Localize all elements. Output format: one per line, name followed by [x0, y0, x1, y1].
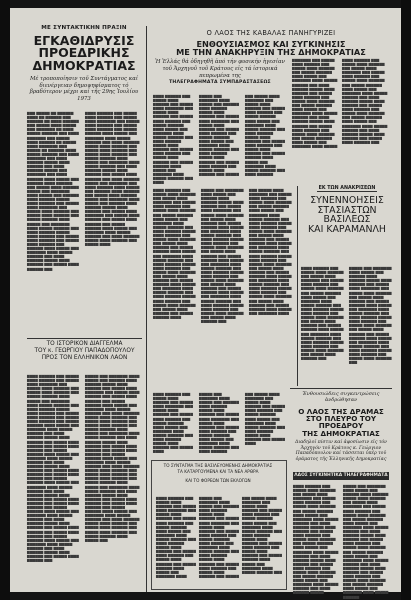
- section-bar: ΛΑΟΣ ΣΥΓΚΙΝΗΤΙΚΑ ΤΗΛΕΓΡΑΦΗΜΑΤΑ: [294, 473, 388, 478]
- box-title: ΤΟ ΣΥΝΤΑΓΜΑ ΤΗΣ ΒΑΣΙΛΕΥΟΜΕΝΗΣ ΔΗΜΟΚΡΑΤΙΑΣ: [163, 463, 273, 468]
- lead-article-header: [27, 26, 141, 121]
- article-column: ▆▆▆▆▆ ▆▆▆ ▆▆▆▆▆▆▆ ▆▆▆▆ ▆▆▆▆▆ ▆▆▆ ▆▆▆▆▆▆ ▆▆▆▆ ▆▆▆▆▆▆ ▆▆▆▆▆ ▆▆▆▆ ▆▆▆▆▆▆ ▆▆▆ ▆▆▆▆▆ ▆▆▆▆ ▆▆▆▆▆▆▆ ▆▆▆ ▆▆▆▆▆ ▆▆▆▆ ▆▆▆▆▆▆ ▆▆▆ ▆▆▆▆▆ ▆▆▆▆ ▆▆▆▆▆▆ ▆▆▆ ▆▆▆▆▆ ▆▆▆▆▆▆ ▆▆▆▆ ▆▆▆▆▆ ▆▆▆ ▆▆▆▆▆▆▆ ▆▆▆▆ ▆▆▆▆▆ ▆▆▆▆▆▆ ▆▆▆ ▆▆▆▆ ▆▆▆▆▆▆ ▆▆▆▆▆ ▆▆▆▆ ▆▆▆▆▆▆ ▆▆▆ ▆▆▆▆▆ ▆▆▆▆ ▆▆▆▆▆▆ ▆▆▆ ▆▆▆▆▆ ▆▆▆▆ ▆▆▆▆▆▆ ▆▆▆ ▆▆▆▆▆ ▆▆▆▆▆▆ ▆▆▆▆ ▆▆▆▆▆ ▆▆▆ ▆▆▆▆▆▆▆ ▆▆▆▆ ▆▆▆▆▆ ▆▆▆▆▆▆ ▆▆▆ ▆▆▆▆ ▆▆▆▆▆▆ ▆▆▆▆▆ ▆▆▆▆ ▆▆▆▆▆▆ ▆▆▆ ▆▆▆▆▆ ▆▆▆▆ ▆▆▆▆▆▆ ▆▆▆ ▆▆▆▆▆ ▆▆▆▆ ▆▆▆▆▆▆ ▆▆▆ ▆▆▆▆▆ ▆▆▆▆▆▆ ▆▆▆▆ ▆▆▆▆▆ ▆▆▆ ▆▆▆▆▆▆▆ ▆▆▆▆ ▆▆▆▆▆ ▆▆▆▆▆▆ ▆▆▆ ▆▆▆▆ ▆▆▆▆▆▆ ▆▆▆▆▆ ▆▆▆▆ ▆▆▆▆▆▆ ▆▆▆ ▆▆▆▆▆ ▆▆▆▆ ▆▆▆▆▆▆ ▆▆▆ ▆▆▆▆▆ ▆▆▆▆ ▆▆▆▆▆▆ ▆▆▆ ▆▆▆▆▆ ▆▆▆▆▆▆ ▆▆▆▆ ▆▆▆▆▆ ▆▆▆ ▆▆▆▆▆▆▆ ▆▆▆▆ ▆▆▆▆▆ ▆▆▆▆▆▆ ▆▆▆ ▆▆▆▆ ▆▆▆▆▆▆ ▆▆▆▆▆ ▆▆▆▆ ▆▆▆▆▆▆ ▆▆▆ ▆▆▆▆▆ ▆▆▆▆ ▆▆▆▆▆▆ ▆▆▆ ▆▆▆▆▆ ▆▆▆▆ ▆▆▆▆▆▆ ▆▆▆ ▆▆▆▆▆ ▆▆▆▆▆▆ ▆▆▆▆ ▆▆▆▆▆ ▆▆▆ ▆▆▆▆▆▆▆ ▆▆▆▆ ▆▆▆▆▆ ▆▆▆▆▆▆ ▆▆▆ ▆▆▆▆ ▆▆▆▆▆▆ ▆▆▆▆▆ ▆▆▆▆ ▆▆▆▆▆▆ ▆▆▆ ▆▆▆▆▆ ▆▆▆▆ ▆▆▆▆▆▆ ▆▆▆ ▆▆▆▆▆ ▆▆▆▆ ▆▆▆▆▆▆ ▆▆▆ ▆▆▆▆▆ ▆▆▆▆▆▆ ▆▆▆▆ ▆▆▆▆▆ ▆▆▆: [85, 374, 140, 542]
- article-column: ▆▆▆▆▆ ▆▆▆ ▆▆▆▆▆▆▆ ▆▆▆▆ ▆▆▆▆▆ ▆▆▆ ▆▆▆▆▆▆ ▆▆▆▆ ▆▆▆▆▆▆ ▆▆▆▆▆ ▆▆▆▆ ▆▆▆▆▆▆ ▆▆▆ ▆▆▆▆▆ ▆▆▆▆ ▆▆▆▆▆▆▆ ▆▆▆ ▆▆▆▆▆ ▆▆▆▆ ▆▆▆▆▆▆ ▆▆▆ ▆▆▆▆▆ ▆▆▆▆ ▆▆▆▆▆▆ ▆▆▆ ▆▆▆▆▆ ▆▆▆▆▆▆ ▆▆▆▆ ▆▆▆▆▆ ▆▆▆ ▆▆▆▆▆▆▆ ▆▆▆▆ ▆▆▆▆▆ ▆▆▆▆▆▆ ▆▆▆ ▆▆▆▆ ▆▆▆▆▆▆ ▆▆▆▆▆ ▆▆▆▆ ▆▆▆▆▆▆ ▆▆▆ ▆▆▆▆▆ ▆▆▆▆ ▆▆▆▆▆▆ ▆▆▆ ▆▆▆▆▆ ▆▆▆▆ ▆▆▆▆▆▆ ▆▆▆ ▆▆▆▆▆: [199, 94, 239, 176]
- headline: ΤΟ ΙΣΤΟΡΙΚΟΝ ΔΙΑΓΓΕΛΜΑ: [46, 341, 123, 347]
- article-column: ▆▆▆▆▆ ▆▆▆ ▆▆▆▆▆▆▆ ▆▆▆▆ ▆▆▆▆▆ ▆▆▆ ▆▆▆▆▆▆ ▆▆▆▆ ▆▆▆▆▆▆ ▆▆▆▆▆ ▆▆▆▆ ▆▆▆▆▆▆ ▆▆▆ ▆▆▆▆▆ ▆▆▆▆ ▆▆▆▆▆▆▆ ▆▆▆ ▆▆▆▆▆ ▆▆▆▆ ▆▆▆▆▆▆ ▆▆▆ ▆▆▆▆▆ ▆▆▆▆ ▆▆▆▆▆▆ ▆▆▆ ▆▆▆▆▆ ▆▆▆▆▆▆ ▆▆▆▆ ▆▆▆▆▆ ▆▆▆ ▆▆▆▆▆▆▆ ▆▆▆▆ ▆▆▆▆▆ ▆▆▆▆▆▆ ▆▆▆ ▆▆▆▆ ▆▆▆▆▆▆: [199, 392, 239, 454]
- article-column: ▆▆▆▆ ▆▆▆▆▆▆ ▆▆▆ ▆▆▆▆▆ ▆▆▆▆ ▆▆▆▆▆▆ ▆▆▆ ▆▆▆▆▆ ▆▆▆▆ ▆▆▆▆▆▆▆ ▆▆▆ ▆▆▆▆▆ ▆▆▆▆ ▆▆▆▆▆▆ ▆▆▆ ▆▆▆▆▆ ▆▆▆▆ ▆▆▆▆▆▆ ▆▆▆ ▆▆▆▆▆ ▆▆▆▆▆▆ ▆▆▆▆ ▆▆▆▆▆ ▆▆▆ ▆▆▆▆▆▆▆ ▆▆▆▆ ▆▆▆▆▆ ▆▆▆▆▆▆ ▆▆▆ ▆▆▆▆ ▆▆▆▆▆▆ ▆▆▆▆▆ ▆▆▆▆ ▆▆▆▆▆▆ ▆▆▆ ▆▆▆▆▆ ▆▆▆▆ ▆▆▆▆▆▆ ▆▆▆ ▆▆▆▆▆ ▆▆▆▆ ▆▆▆▆▆▆ ▆▆▆ ▆▆▆▆▆ ▆▆▆▆▆▆ ▆▆▆▆ ▆▆▆▆▆ ▆▆▆ ▆▆▆▆▆▆▆ ▆▆▆▆ ▆▆▆▆▆ ▆▆▆▆▆▆ ▆▆▆ ▆▆▆▆ ▆▆▆▆▆▆ ▆▆▆▆▆ ▆▆▆▆ ▆▆▆▆▆▆ ▆▆▆ ▆▆▆▆▆ ▆▆▆▆ ▆▆▆▆▆▆ ▆▆▆: [342, 58, 388, 144]
- section-bar: ΤΗΛΕΓΡΑΦΗΜΑΤΑ ΣΥΜΠΑΡΑΣΤΑΣΕΩΣ: [169, 80, 271, 86]
- article-column: ▆▆▆▆ ▆▆▆▆▆▆ ▆▆▆ ▆▆▆▆▆ ▆▆▆▆ ▆▆▆▆▆▆ ▆▆▆ ▆▆▆▆▆ ▆▆▆▆ ▆▆▆▆▆▆▆ ▆▆▆ ▆▆▆▆▆ ▆▆▆▆ ▆▆▆▆▆▆ ▆▆▆ ▆▆▆▆▆ ▆▆▆▆ ▆▆▆▆▆▆ ▆▆▆ ▆▆▆▆▆ ▆▆▆▆▆▆ ▆▆▆▆ ▆▆▆▆▆ ▆▆▆ ▆▆▆▆▆▆▆ ▆▆▆▆ ▆▆▆▆▆ ▆▆▆▆▆▆ ▆▆▆ ▆▆▆▆ ▆▆▆▆▆▆ ▆▆▆▆▆ ▆▆▆▆ ▆▆▆▆▆▆ ▆▆▆ ▆▆▆▆▆ ▆▆▆▆ ▆▆▆▆▆▆ ▆▆▆ ▆▆▆▆▆ ▆▆▆▆ ▆▆▆▆▆▆ ▆▆▆ ▆▆▆▆▆ ▆▆▆▆▆▆ ▆▆▆▆ ▆▆▆▆▆ ▆▆▆ ▆▆▆▆▆▆▆ ▆▆▆▆ ▆▆▆▆▆ ▆▆▆▆▆▆ ▆▆▆ ▆▆▆▆: [153, 94, 193, 184]
- article-column: ▆▆▆▆▆ ▆▆▆ ▆▆▆▆▆▆▆ ▆▆▆▆ ▆▆▆▆▆ ▆▆▆ ▆▆▆▆▆▆ ▆▆▆▆ ▆▆▆▆▆▆ ▆▆▆▆▆ ▆▆▆▆ ▆▆▆▆▆▆ ▆▆▆ ▆▆▆▆▆ ▆▆▆▆ ▆▆▆▆▆▆▆ ▆▆▆ ▆▆▆▆▆ ▆▆▆▆ ▆▆▆▆▆▆ ▆▆▆ ▆▆▆▆▆ ▆▆▆▆ ▆▆▆▆▆▆ ▆▆▆ ▆▆▆▆▆ ▆▆▆▆▆▆ ▆▆▆▆ ▆▆▆▆▆ ▆▆▆ ▆▆▆▆▆▆▆ ▆▆▆▆ ▆▆▆▆▆ ▆▆▆▆▆▆ ▆▆▆ ▆▆▆▆ ▆▆▆▆▆▆ ▆▆▆▆▆ ▆▆▆▆ ▆▆▆▆▆▆ ▆▆▆ ▆▆▆▆▆ ▆▆▆▆ ▆▆▆▆▆▆ ▆▆▆ ▆▆▆▆▆ ▆▆▆▆ ▆▆▆▆▆▆ ▆▆▆ ▆▆▆▆▆ ▆▆▆▆▆▆ ▆▆▆▆ ▆▆▆▆▆ ▆▆▆ ▆▆▆▆▆▆▆ ▆▆▆▆ ▆▆▆▆▆ ▆▆▆▆▆▆ ▆▆▆ ▆▆▆▆ ▆▆▆▆▆▆ ▆▆▆▆▆ ▆▆▆▆ ▆▆▆▆▆▆ ▆▆▆ ▆▆▆▆▆ ▆▆▆▆ ▆▆▆▆▆▆ ▆▆▆ ▆▆▆▆▆ ▆▆▆▆ ▆▆▆▆▆▆ ▆▆▆ ▆▆▆▆▆ ▆▆▆▆▆▆ ▆▆▆▆ ▆▆▆▆▆ ▆▆▆ ▆▆▆▆▆▆▆ ▆▆▆▆ ▆▆▆▆▆ ▆▆▆▆▆▆ ▆▆▆ ▆▆▆▆ ▆▆▆▆▆▆ ▆▆▆▆▆ ▆▆▆▆ ▆▆▆▆▆▆ ▆▆▆ ▆▆▆▆▆ ▆▆▆▆ ▆▆▆▆▆▆ ▆▆▆ ▆▆▆▆▆ ▆▆▆▆ ▆▆▆▆▆▆ ▆▆▆: [201, 188, 244, 323]
- page-edge-right: [401, 0, 411, 600]
- headline: ΜΕ ΤΗΝ ΑΝΑΚΗΡΥΞΙΝ ΤΗΣ ΔΗΜΟΚΡΑΤΙΑΣ: [176, 47, 366, 58]
- kavala-subtitle-block: [153, 58, 287, 98]
- headline: ΒΑΣΙΛΕΩΣ: [323, 214, 371, 226]
- article-column: ▆▆▆▆ ▆▆▆▆▆▆ ▆▆▆ ▆▆▆▆▆ ▆▆▆▆ ▆▆▆▆▆▆ ▆▆▆ ▆▆▆▆▆ ▆▆▆▆ ▆▆▆▆▆▆▆ ▆▆▆ ▆▆▆▆▆ ▆▆▆▆ ▆▆▆▆▆▆ ▆▆▆ ▆▆▆▆▆ ▆▆▆▆ ▆▆▆▆▆▆ ▆▆▆ ▆▆▆▆▆ ▆▆▆▆▆▆ ▆▆▆▆ ▆▆▆▆▆ ▆▆▆ ▆▆▆▆▆▆▆ ▆▆▆▆ ▆▆▆▆▆ ▆▆▆▆▆▆ ▆▆▆ ▆▆▆▆ ▆▆▆▆▆▆ ▆▆▆▆▆ ▆▆▆▆ ▆▆▆▆▆▆ ▆▆▆ ▆▆▆▆▆ ▆▆▆▆: [153, 392, 193, 454]
- message-article-header: [27, 342, 142, 372]
- box-title: ΚΑΙ ΤΟ ΦΟΡΕΩΝ ΤΩΝ ΕΚΛΟΓΩΝ: [185, 477, 251, 483]
- article-column: ▆▆▆▆ ▆▆▆▆▆▆ ▆▆▆ ▆▆▆▆▆ ▆▆▆▆ ▆▆▆▆▆▆ ▆▆▆ ▆▆▆▆▆ ▆▆▆▆ ▆▆▆▆▆▆▆ ▆▆▆ ▆▆▆▆▆ ▆▆▆▆ ▆▆▆▆▆▆ ▆▆▆ ▆▆▆▆▆ ▆▆▆▆ ▆▆▆▆▆▆ ▆▆▆ ▆▆▆▆▆ ▆▆▆▆▆▆ ▆▆▆▆ ▆▆▆▆▆ ▆▆▆ ▆▆▆▆▆▆▆ ▆▆▆▆ ▆▆▆▆▆ ▆▆▆▆▆▆ ▆▆▆ ▆▆▆▆ ▆▆▆▆▆▆ ▆▆▆▆▆ ▆▆▆▆ ▆▆▆▆▆▆ ▆▆▆ ▆▆▆▆▆ ▆▆▆▆ ▆▆▆▆▆▆ ▆▆▆ ▆▆▆▆▆ ▆▆▆▆ ▆▆▆▆▆▆ ▆▆▆ ▆▆▆▆▆ ▆▆▆▆▆▆ ▆▆▆▆ ▆▆▆▆▆ ▆▆▆ ▆▆▆▆▆▆▆ ▆▆▆▆ ▆▆▆▆▆ ▆▆▆▆▆▆ ▆▆▆ ▆▆▆▆ ▆▆▆▆▆▆ ▆▆▆▆▆ ▆▆▆▆ ▆▆▆▆▆▆ ▆▆▆ ▆▆▆▆▆ ▆▆▆▆ ▆▆▆▆▆▆ ▆▆▆ ▆▆▆▆▆ ▆▆▆▆ ▆▆▆▆▆▆ ▆▆▆ ▆▆▆▆▆ ▆▆▆▆▆▆ ▆▆▆▆ ▆▆▆▆▆ ▆▆▆ ▆▆▆▆▆▆▆ ▆▆▆▆ ▆▆▆▆▆ ▆▆▆▆▆▆ ▆▆▆ ▆▆▆▆ ▆▆▆▆▆▆ ▆▆▆▆▆ ▆▆▆▆ ▆▆▆▆▆▆ ▆▆▆ ▆▆▆▆▆ ▆▆▆▆ ▆▆▆▆▆▆ ▆▆▆ ▆▆▆▆▆ ▆▆▆▆ ▆▆▆▆▆▆ ▆▆▆ ▆▆▆▆▆ ▆▆▆▆▆▆ ▆▆▆▆: [153, 188, 196, 319]
- headline: ΔΗΜΟΚΡΑΤΙΑΣ: [32, 58, 136, 74]
- headline: ΤΟΥ κ. ΓΕΩΡΓΙΟΥ ΠΑΠΑΔΟΠΟΥΛΟΥ: [34, 347, 135, 354]
- drama-article-header: [290, 391, 392, 471]
- headline: ΤΗΣ ΔΗΜΟΚΡΑΤΙΑΣ: [302, 428, 380, 438]
- article-column: ▆▆▆ ▆▆▆▆▆ ▆▆▆▆ ▆▆▆▆▆▆▆ ▆▆▆ ▆▆▆▆▆ ▆▆▆▆ ▆▆▆▆▆▆ ▆▆▆ ▆▆▆▆▆ ▆▆▆▆ ▆▆▆▆▆▆ ▆▆▆ ▆▆▆▆▆ ▆▆▆▆▆▆ ▆▆▆▆ ▆▆▆▆▆ ▆▆▆ ▆▆▆▆▆▆▆ ▆▆▆▆ ▆▆▆▆▆ ▆▆▆▆▆▆ ▆▆▆ ▆▆▆▆ ▆▆▆▆▆▆ ▆▆▆▆▆ ▆▆▆▆ ▆▆▆▆▆▆ ▆▆▆ ▆▆▆▆▆ ▆▆▆▆ ▆▆▆▆▆▆ ▆▆▆ ▆▆▆▆▆ ▆▆▆▆ ▆▆▆▆▆▆ ▆▆▆ ▆▆▆▆▆ ▆▆▆▆▆▆ ▆▆▆▆ ▆▆▆▆▆ ▆▆▆ ▆▆▆▆▆▆▆ ▆▆▆▆ ▆▆▆▆▆ ▆▆▆▆▆▆ ▆▆▆ ▆▆▆▆ ▆▆▆▆▆▆ ▆▆▆▆▆ ▆▆▆▆ ▆▆▆▆▆▆ ▆▆▆ ▆▆▆▆▆ ▆▆▆▆ ▆▆▆▆▆▆ ▆▆▆ ▆▆▆▆▆ ▆▆▆▆ ▆▆▆▆▆▆ ▆▆▆ ▆▆▆▆▆ ▆▆▆▆▆▆ ▆▆▆▆ ▆▆▆▆▆ ▆▆▆ ▆▆▆▆▆▆▆ ▆▆▆▆ ▆▆▆▆▆ ▆▆▆▆▆▆ ▆▆▆ ▆▆▆▆ ▆▆▆▆▆▆ ▆▆▆▆▆ ▆▆▆▆ ▆▆▆▆▆▆ ▆▆▆ ▆▆▆▆▆ ▆▆▆▆ ▆▆▆▆▆▆ ▆▆▆ ▆▆▆▆▆ ▆▆▆▆ ▆▆▆▆▆▆ ▆▆▆ ▆▆▆▆▆ ▆▆▆▆▆▆ ▆▆▆▆ ▆▆▆▆▆ ▆▆▆ ▆▆▆▆▆▆▆ ▆▆▆▆: [249, 188, 292, 315]
- article-column: ▆▆▆▆▆ ▆▆▆ ▆▆▆▆▆▆▆ ▆▆▆▆ ▆▆▆▆▆ ▆▆▆ ▆▆▆▆▆▆ ▆▆▆▆ ▆▆▆▆▆▆ ▆▆▆▆▆ ▆▆▆▆ ▆▆▆▆▆▆ ▆▆▆ ▆▆▆▆▆ ▆▆▆▆ ▆▆▆▆▆▆▆ ▆▆▆ ▆▆▆▆▆ ▆▆▆▆ ▆▆▆▆▆▆ ▆▆▆ ▆▆▆▆▆ ▆▆▆▆ ▆▆▆▆▆▆ ▆▆▆ ▆▆▆▆▆ ▆▆▆▆▆▆ ▆▆▆▆ ▆▆▆▆▆ ▆▆▆ ▆▆▆▆▆▆▆ ▆▆▆▆ ▆▆▆▆▆ ▆▆▆▆▆▆ ▆▆▆ ▆▆▆▆ ▆▆▆▆▆▆ ▆▆▆▆▆ ▆▆▆▆ ▆▆▆▆▆▆ ▆▆▆ ▆▆▆▆▆ ▆▆▆▆ ▆▆▆▆▆▆ ▆▆▆ ▆▆▆▆▆ ▆▆▆▆ ▆▆▆▆▆▆ ▆▆▆ ▆▆▆▆▆ ▆▆▆▆▆▆ ▆▆▆▆ ▆▆▆▆▆ ▆▆▆ ▆▆▆▆▆▆▆ ▆▆▆▆ ▆▆▆▆▆ ▆▆▆▆▆▆ ▆▆▆ ▆▆▆▆ ▆▆▆▆▆▆ ▆▆▆▆▆ ▆▆▆▆ ▆▆▆▆▆▆ ▆▆▆ ▆▆▆▆▆ ▆▆▆▆ ▆▆▆▆▆▆ ▆▆▆: [349, 266, 392, 365]
- subtitle: Ἡ Ἑλλάς θά ὁδηγηθῆ ἀπό τήν φυσικήν ἡγεσίαν τοῦ Ἀρχηγοῦ τοῦ Κράτους εἰς τά ἱστορικά πεπρωμένα της: [155, 59, 285, 79]
- article-column: ▆▆▆ ▆▆▆▆▆ ▆▆▆▆ ▆▆▆▆▆▆▆ ▆▆▆ ▆▆▆▆▆ ▆▆▆▆ ▆▆▆▆▆▆ ▆▆▆ ▆▆▆▆▆ ▆▆▆▆ ▆▆▆▆▆▆ ▆▆▆ ▆▆▆▆▆ ▆▆▆▆▆▆ ▆▆▆▆ ▆▆▆▆▆ ▆▆▆ ▆▆▆▆▆▆▆ ▆▆▆▆ ▆▆▆▆▆ ▆▆▆▆▆▆ ▆▆▆ ▆▆▆▆ ▆▆▆▆▆▆ ▆▆▆▆▆ ▆▆▆▆ ▆▆▆▆▆▆ ▆▆▆ ▆▆▆▆▆ ▆▆▆▆: [245, 392, 285, 446]
- page-edge-left: [0, 0, 10, 600]
- column-rule: [297, 186, 298, 386]
- article-column: ▆▆▆▆▆ ▆▆▆ ▆▆▆▆▆▆▆ ▆▆▆▆ ▆▆▆▆▆ ▆▆▆ ▆▆▆▆▆▆ ▆▆▆▆ ▆▆▆▆▆▆ ▆▆▆▆▆ ▆▆▆▆ ▆▆▆▆▆▆ ▆▆▆ ▆▆▆▆▆ ▆▆▆▆ ▆▆▆▆▆▆▆ ▆▆▆ ▆▆▆▆▆ ▆▆▆▆ ▆▆▆▆▆▆ ▆▆▆ ▆▆▆▆▆ ▆▆▆▆ ▆▆▆▆▆▆ ▆▆▆ ▆▆▆▆▆ ▆▆▆▆▆▆ ▆▆▆▆ ▆▆▆▆▆ ▆▆▆ ▆▆▆▆▆▆▆ ▆▆▆▆ ▆▆▆▆▆ ▆▆▆▆▆▆ ▆▆▆ ▆▆▆▆ ▆▆▆▆▆▆ ▆▆▆▆▆ ▆▆▆▆ ▆▆▆▆▆▆ ▆▆▆ ▆▆▆▆▆ ▆▆▆▆ ▆▆▆▆▆▆ ▆▆▆ ▆▆▆▆▆ ▆▆▆▆ ▆▆▆▆▆▆ ▆▆▆ ▆▆▆▆▆: [199, 496, 239, 578]
- article-column: ▆▆▆ ▆▆▆▆▆ ▆▆▆▆ ▆▆▆▆▆▆▆ ▆▆▆ ▆▆▆▆▆ ▆▆▆▆ ▆▆▆▆▆▆ ▆▆▆ ▆▆▆▆▆ ▆▆▆▆ ▆▆▆▆▆▆ ▆▆▆ ▆▆▆▆▆ ▆▆▆▆▆▆ ▆▆▆▆ ▆▆▆▆▆ ▆▆▆ ▆▆▆▆▆▆▆ ▆▆▆▆ ▆▆▆▆▆ ▆▆▆▆▆▆ ▆▆▆ ▆▆▆▆ ▆▆▆▆▆▆ ▆▆▆▆▆ ▆▆▆▆ ▆▆▆▆▆▆ ▆▆▆ ▆▆▆▆▆ ▆▆▆▆ ▆▆▆▆▆▆ ▆▆▆ ▆▆▆▆▆ ▆▆▆▆ ▆▆▆▆▆▆ ▆▆▆ ▆▆▆▆▆ ▆▆▆▆▆▆ ▆▆▆▆ ▆▆▆▆▆ ▆▆▆ ▆▆▆▆▆▆▆ ▆▆▆▆ ▆▆▆▆▆ ▆▆▆▆▆▆ ▆▆▆ ▆▆▆▆ ▆▆▆▆▆▆: [245, 94, 285, 176]
- box-title: ΤΑ ΚΑΤΑΡΓΟΥΜΕΝΑ ΚΑΙ ΤΑ ΝΕΑ ΑΡΘΡΑ: [177, 469, 259, 475]
- article-column: ▆▆▆▆ ▆▆▆▆▆▆ ▆▆▆ ▆▆▆▆▆ ▆▆▆▆ ▆▆▆▆▆▆ ▆▆▆ ▆▆▆▆▆ ▆▆▆▆ ▆▆▆▆▆▆▆ ▆▆▆ ▆▆▆▆▆ ▆▆▆▆ ▆▆▆▆▆▆ ▆▆▆ ▆▆▆▆▆ ▆▆▆▆ ▆▆▆▆▆▆ ▆▆▆ ▆▆▆▆▆ ▆▆▆▆▆▆ ▆▆▆▆ ▆▆▆▆▆ ▆▆▆ ▆▆▆▆▆▆▆ ▆▆▆▆ ▆▆▆▆▆ ▆▆▆▆▆▆ ▆▆▆ ▆▆▆▆ ▆▆▆▆▆▆ ▆▆▆▆▆ ▆▆▆▆ ▆▆▆▆▆▆ ▆▆▆ ▆▆▆▆▆ ▆▆▆▆ ▆▆▆▆▆▆ ▆▆▆ ▆▆▆▆▆ ▆▆▆▆ ▆▆▆▆▆▆ ▆▆▆ ▆▆▆▆▆ ▆▆▆▆▆▆ ▆▆▆▆ ▆▆▆▆▆ ▆▆▆ ▆▆▆▆▆▆▆ ▆▆▆▆ ▆▆▆▆▆ ▆▆▆▆▆▆ ▆▆▆ ▆▆▆▆ ▆▆▆▆▆▆ ▆▆▆▆▆ ▆▆▆▆ ▆▆▆▆▆▆ ▆▆▆ ▆▆▆▆▆ ▆▆▆▆ ▆▆▆▆▆▆ ▆▆▆ ▆▆▆▆ ▆▆▆▆▆▆ ▆▆▆▆▆ ▆▆▆ ▆▆▆▆▆▆▆ ▆▆▆ ▆▆▆▆ ▆▆▆▆▆▆ ▆▆▆▆ ▆▆▆▆▆ ▆▆▆ ▆▆▆▆▆▆ ▆▆▆▆ ▆▆▆▆▆▆ ▆▆▆ ▆▆▆▆▆ ▆▆▆▆ ▆▆▆▆▆▆ ▆▆▆▆▆ ▆▆▆ ▆▆▆▆▆▆▆ ▆▆▆▆ ▆▆▆▆▆ ▆▆▆ ▆▆▆▆▆▆ ▆▆▆▆ ▆▆▆▆▆▆ ▆▆▆▆▆ ▆▆▆▆ ▆▆▆▆▆▆ ▆▆▆ ▆▆▆▆▆ ▆▆▆▆ ▆▆▆▆▆▆▆ ▆▆▆ ▆▆▆▆▆ ▆▆▆▆ ▆▆▆▆▆▆ ▆▆▆ ▆▆▆▆▆ ▆▆▆▆ ▆▆▆▆▆▆ ▆▆▆ ▆▆▆▆▆ ▆▆▆▆▆▆ ▆▆▆▆ ▆▆▆▆▆ ▆▆▆ ▆▆▆▆▆▆▆ ▆▆▆▆ ▆▆▆▆▆ ▆▆▆▆▆▆ ▆▆▆ ▆▆▆▆ ▆▆▆▆▆▆ ▆▆▆▆▆ ▆▆▆▆ ▆▆▆▆▆▆ ▆▆▆ ▆▆▆▆▆ ▆▆▆▆: [85, 111, 140, 246]
- headline: ΕΝΘΟΥΣΙΑΣΜΟΣ ΚΑΙ ΣΥΓΚΙΝΗΣΙΣ: [196, 38, 346, 49]
- note: Ἐνθουσιώδεις συγκεντρώσεις ἀνδρώθησαν: [302, 391, 380, 404]
- article-column: ▆▆▆▆▆ ▆▆▆ ▆▆▆▆▆▆▆ ▆▆▆▆ ▆▆▆▆▆ ▆▆▆ ▆▆▆▆▆▆ ▆▆▆▆ ▆▆▆▆▆▆ ▆▆▆▆▆ ▆▆▆▆ ▆▆▆▆▆▆ ▆▆▆ ▆▆▆▆▆ ▆▆▆▆ ▆▆▆▆▆▆▆ ▆▆▆ ▆▆▆▆▆ ▆▆▆▆ ▆▆▆▆▆▆ ▆▆▆ ▆▆▆▆▆ ▆▆▆▆ ▆▆▆▆▆▆ ▆▆▆ ▆▆▆▆▆ ▆▆▆▆▆▆ ▆▆▆▆ ▆▆▆▆▆ ▆▆▆ ▆▆▆▆▆▆▆ ▆▆▆▆ ▆▆▆▆▆ ▆▆▆▆▆▆ ▆▆▆ ▆▆▆▆ ▆▆▆▆▆▆ ▆▆▆▆▆ ▆▆▆▆ ▆▆▆▆▆▆ ▆▆▆ ▆▆▆▆▆ ▆▆▆▆ ▆▆▆▆▆▆ ▆▆▆ ▆▆▆▆▆ ▆▆▆▆ ▆▆▆▆▆▆ ▆▆▆ ▆▆▆▆▆ ▆▆▆▆▆▆ ▆▆▆▆ ▆▆▆▆▆ ▆▆▆ ▆▆▆▆▆▆▆ ▆▆▆▆ ▆▆▆▆▆ ▆▆▆▆▆▆ ▆▆▆ ▆▆▆▆ ▆▆▆▆▆▆ ▆▆▆▆▆ ▆▆▆▆ ▆▆▆▆▆▆ ▆▆▆ ▆▆▆▆▆ ▆▆▆▆ ▆▆▆▆▆▆ ▆▆▆ ▆▆▆▆▆ ▆▆▆▆ ▆▆▆▆▆▆ ▆▆▆ ▆▆▆▆▆ ▆▆▆▆▆▆ ▆▆▆▆ ▆▆▆▆▆ ▆▆▆ ▆▆▆▆▆▆▆ ▆▆▆▆ ▆▆▆▆▆ ▆▆▆▆▆▆: [343, 484, 389, 599]
- section-rule: [27, 338, 142, 339]
- kicker: Ο ΛΑΟΣ ΤΗΣ ΚΑΒΑΛΑΣ ΠΑΝΗΓΥΡΙΖΕΙ: [206, 29, 336, 37]
- newspaper-page: [10, 8, 401, 599]
- kicker: ΕΚ ΤΩΝ ΑΝΑΚΡΙΣΕΩΝ: [318, 186, 376, 191]
- article-column: ▆▆▆▆ ▆▆▆▆▆▆ ▆▆▆ ▆▆▆▆▆ ▆▆▆▆ ▆▆▆▆▆▆ ▆▆▆ ▆▆▆▆▆ ▆▆▆▆ ▆▆▆▆▆▆▆ ▆▆▆ ▆▆▆▆▆ ▆▆▆▆ ▆▆▆▆▆▆ ▆▆▆ ▆▆▆▆▆ ▆▆▆▆ ▆▆▆▆▆▆ ▆▆▆ ▆▆▆▆▆ ▆▆▆▆▆▆ ▆▆▆▆ ▆▆▆▆▆ ▆▆▆ ▆▆▆▆▆▆▆ ▆▆▆▆ ▆▆▆▆▆ ▆▆▆▆▆▆ ▆▆▆ ▆▆▆▆ ▆▆▆▆▆▆ ▆▆▆▆▆ ▆▆▆▆ ▆▆▆▆▆▆ ▆▆▆ ▆▆▆▆▆ ▆▆▆▆ ▆▆▆▆▆▆ ▆▆▆ ▆▆▆▆▆ ▆▆▆▆ ▆▆▆▆▆▆ ▆▆▆ ▆▆▆▆▆ ▆▆▆▆▆▆ ▆▆▆▆ ▆▆▆▆▆ ▆▆▆ ▆▆▆▆▆▆▆ ▆▆▆▆ ▆▆▆▆▆ ▆▆▆▆▆▆ ▆▆▆ ▆▆▆▆ ▆▆▆▆▆▆ ▆▆▆▆▆ ▆▆▆▆ ▆▆▆▆▆▆ ▆▆▆ ▆▆▆▆▆ ▆▆▆▆ ▆▆▆▆▆▆ ▆▆▆ ▆▆▆▆▆ ▆▆▆▆ ▆▆▆▆▆▆ ▆▆▆ ▆▆▆▆▆ ▆▆▆▆▆▆ ▆▆▆▆ ▆▆▆▆▆ ▆▆▆ ▆▆▆▆▆▆▆ ▆▆▆▆ ▆▆▆▆▆ ▆▆▆▆▆▆ ▆▆▆ ▆▆▆▆ ▆▆▆▆▆▆ ▆▆▆▆▆ ▆▆▆▆ ▆▆▆▆▆▆ ▆▆▆ ▆▆▆▆▆ ▆▆▆▆ ▆▆▆▆▆▆ ▆▆▆ ▆▆▆▆▆ ▆▆▆▆ ▆▆▆▆▆▆ ▆▆▆ ▆▆▆▆▆ ▆▆▆▆▆▆ ▆▆▆▆ ▆▆▆▆▆ ▆▆▆ ▆▆▆▆▆▆▆ ▆▆▆▆ ▆▆▆▆▆ ▆▆▆▆▆▆ ▆▆▆ ▆▆▆▆ ▆▆▆▆▆▆ ▆▆▆▆▆ ▆▆▆▆ ▆▆▆▆▆▆ ▆▆▆ ▆▆▆▆▆ ▆▆▆▆ ▆▆▆▆▆▆ ▆▆▆ ▆▆▆▆▆ ▆▆▆▆ ▆▆▆▆▆▆ ▆▆▆ ▆▆▆▆▆ ▆▆▆▆▆▆ ▆▆▆▆ ▆▆▆▆▆ ▆▆▆ ▆▆▆▆▆▆▆ ▆▆▆▆ ▆▆▆▆▆ ▆▆▆▆▆▆ ▆▆▆ ▆▆▆▆ ▆▆▆▆▆▆ ▆▆▆▆▆ ▆▆▆▆ ▆▆▆▆▆▆ ▆▆▆ ▆▆▆▆▆ ▆▆▆▆ ▆▆▆▆▆▆ ▆▆▆ ▆▆▆▆▆ ▆▆▆▆ ▆▆▆▆▆▆ ▆▆▆ ▆▆▆▆▆ ▆▆▆▆▆▆ ▆▆▆▆ ▆▆▆▆▆ ▆▆▆ ▆▆▆▆▆▆▆ ▆▆▆▆ ▆▆▆▆▆ ▆▆▆▆▆▆ ▆▆▆ ▆▆▆▆ ▆▆▆▆▆▆ ▆▆▆▆▆ ▆▆▆▆ ▆▆▆▆▆▆ ▆▆▆ ▆▆▆▆▆ ▆▆▆▆ ▆▆▆▆▆▆ ▆▆▆: [27, 374, 79, 563]
- section-rule: [290, 388, 392, 389]
- subtitle: Διαδηλοῖ πίστιν καί ἀφοσίωσιν εἰς τόν Ἀρχηγόν τοῦ Κράτους κ. Γεώργιον Παπαδόπουλον καί τάσσεται ὑπέρ τοῦ ὁράματος τῆς Ἑλληνικῆς Δημοκρατίας: [295, 439, 387, 463]
- headline: ΠΡΟΣ ΤΟΝ ΕΛΛΗΝΙΚΟΝ ΛΑΟΝ: [41, 354, 128, 361]
- headline: ΠΡΟΕΔΡΙΚΗΣ: [38, 45, 130, 61]
- headline: ΕΓΚΑΘΙΔΡΥΣΙΣ: [33, 32, 135, 48]
- headline: ΣΤΟ ΠΛΕΥΡΟ ΤΟΥ ΠΡΟΕΔΡΟΥ: [305, 413, 377, 431]
- article-column: ▆▆▆▆ ▆▆▆▆▆▆ ▆▆▆ ▆▆▆▆▆ ▆▆▆▆ ▆▆▆▆▆▆ ▆▆▆ ▆▆▆▆▆ ▆▆▆▆ ▆▆▆▆▆▆▆ ▆▆▆ ▆▆▆▆▆ ▆▆▆▆ ▆▆▆▆▆▆ ▆▆▆ ▆▆▆▆▆ ▆▆▆▆ ▆▆▆▆▆▆ ▆▆▆ ▆▆▆▆▆ ▆▆▆▆▆▆ ▆▆▆▆ ▆▆▆▆▆ ▆▆▆ ▆▆▆▆▆▆▆ ▆▆▆▆ ▆▆▆▆▆ ▆▆▆▆▆▆ ▆▆▆ ▆▆▆▆ ▆▆▆▆▆▆ ▆▆▆▆▆ ▆▆▆▆ ▆▆▆▆▆▆ ▆▆▆ ▆▆▆▆▆ ▆▆▆▆ ▆▆▆▆▆▆ ▆▆▆ ▆▆▆▆▆ ▆▆▆▆ ▆▆▆▆▆▆ ▆▆▆ ▆▆▆▆▆ ▆▆▆▆▆▆ ▆▆▆▆ ▆▆▆▆▆ ▆▆▆ ▆▆▆▆▆▆▆ ▆▆▆▆ ▆▆▆▆▆ ▆▆▆▆▆▆ ▆▆▆ ▆▆▆▆ ▆▆▆▆▆▆ ▆▆▆▆▆ ▆▆▆▆ ▆▆▆▆▆▆ ▆▆▆ ▆▆▆▆▆ ▆▆▆▆ ▆▆▆▆▆▆ ▆▆▆ ▆▆▆▆▆ ▆▆▆▆ ▆▆▆▆▆▆ ▆▆▆: [301, 266, 344, 361]
- headline: ΚΑΙ ΚΑΡΑΜΑΝΛΗ: [308, 223, 386, 235]
- column-rule: [146, 26, 147, 592]
- constitution-box-header: [154, 464, 282, 494]
- article-column: ▆▆▆▆ ▆▆▆▆▆▆ ▆▆▆ ▆▆▆▆▆ ▆▆▆▆ ▆▆▆▆▆▆ ▆▆▆ ▆▆▆▆▆ ▆▆▆▆ ▆▆▆▆▆▆▆ ▆▆▆ ▆▆▆▆▆ ▆▆▆▆ ▆▆▆▆▆▆ ▆▆▆ ▆▆▆▆▆ ▆▆▆▆ ▆▆▆▆▆▆ ▆▆▆ ▆▆▆▆▆ ▆▆▆▆▆▆ ▆▆▆▆ ▆▆▆▆▆ ▆▆▆ ▆▆▆▆▆▆▆ ▆▆▆▆ ▆▆▆▆▆ ▆▆▆▆▆▆ ▆▆▆ ▆▆▆▆ ▆▆▆▆▆▆ ▆▆▆▆▆ ▆▆▆▆ ▆▆▆▆▆▆ ▆▆▆ ▆▆▆▆▆ ▆▆▆▆ ▆▆▆▆▆▆ ▆▆▆ ▆▆▆▆▆ ▆▆▆▆ ▆▆▆▆▆▆ ▆▆▆ ▆▆▆▆▆ ▆▆▆▆▆▆ ▆▆▆▆ ▆▆▆▆▆ ▆▆▆ ▆▆▆▆▆▆▆ ▆▆▆▆: [156, 496, 196, 578]
- article-column: ▆▆▆ ▆▆▆▆▆ ▆▆ ▆▆▆▆▆▆ ▆▆▆▆ ▆▆ ▆▆▆▆▆▆ ▆▆▆ ▆▆▆▆▆▆ ▆▆ ▆▆▆▆ ▆▆▆▆▆▆ ▆▆▆ ▆▆▆▆▆ ▆▆▆▆ ▆▆▆▆▆ ▆▆▆ ▆▆▆▆▆▆▆ ▆▆ ▆▆▆▆ ▆▆▆▆▆ ▆▆▆▆▆▆ ▆▆▆ ▆▆▆▆ ▆▆▆▆▆▆▆ ▆▆▆ ▆▆▆▆▆ ▆▆▆▆ ▆▆▆▆▆▆ ▆▆ ▆▆▆▆▆ ▆▆▆▆ ▆▆▆▆▆▆▆ ▆▆▆ ▆▆▆▆▆ ▆▆ ▆▆▆▆▆▆ ▆▆▆▆ ▆▆▆▆▆ ▆▆▆▆▆▆ ▆▆▆ ▆▆▆▆ ▆▆▆▆▆▆▆ ▆▆▆ ▆▆▆▆ ▆▆▆▆▆▆ ▆▆▆▆▆ ▆▆▆▆ ▆▆▆▆▆▆ ▆▆▆ ▆▆▆▆ ▆▆▆▆▆▆ ▆▆▆▆▆ ▆▆▆ ▆▆▆▆▆▆▆ ▆▆▆ ▆▆▆▆ ▆▆▆▆▆▆ ▆▆▆▆ ▆▆▆▆▆ ▆▆▆ ▆▆▆▆▆▆ ▆▆▆▆ ▆▆▆▆▆▆ ▆▆▆ ▆▆▆▆▆ ▆▆▆▆ ▆▆▆▆▆▆ ▆▆▆▆▆ ▆▆▆ ▆▆▆▆▆▆▆ ▆▆▆▆ ▆▆▆▆▆ ▆▆▆ ▆▆▆▆▆▆ ▆▆▆▆ ▆▆▆▆▆▆ ▆▆▆▆▆ ▆▆▆▆ ▆▆▆▆▆▆ ▆▆▆ ▆▆▆▆▆ ▆▆▆▆ ▆▆▆▆▆▆▆ ▆▆▆ ▆▆▆▆▆ ▆▆▆▆ ▆▆▆▆▆▆ ▆▆▆ ▆▆▆▆▆ ▆▆▆▆ ▆▆▆▆▆▆ ▆▆▆ ▆▆▆▆▆ ▆▆▆▆▆▆ ▆▆▆▆ ▆▆▆▆▆ ▆▆▆ ▆▆▆▆▆▆▆ ▆▆▆▆ ▆▆▆▆▆ ▆▆▆▆▆▆ ▆▆▆ ▆▆▆▆ ▆▆▆▆▆▆ ▆▆▆▆▆ ▆▆▆▆ ▆▆▆▆▆▆ ▆▆▆ ▆▆▆▆▆ ▆▆▆▆ ▆▆▆▆▆▆ ▆▆▆ ▆▆▆▆▆ ▆▆▆▆ ▆▆▆▆▆▆ ▆▆▆ ▆▆▆▆▆▆ ▆▆▆▆ ▆▆▆▆▆ ▆▆▆ ▆▆▆▆▆▆▆ ▆▆▆▆ ▆▆▆▆▆ ▆▆▆▆▆▆ ▆▆▆ ▆▆▆▆ ▆▆▆▆▆▆ ▆▆▆▆▆ ▆▆▆▆ ▆▆▆▆▆▆ ▆▆▆ ▆▆▆▆▆ ▆▆▆▆ ▆▆▆▆▆▆ ▆▆▆: [27, 111, 79, 271]
- headline: ΣΥΝΕΝΝΟΗΣΕΙΣ: [310, 195, 384, 206]
- headline: ΣΤΑΣΙΑΣΤΩΝ: [317, 204, 377, 216]
- kicker: ΜΕ ΣΥΝΤΑΚΤΙΚΗΝ ΠΡΑΞΙΝ: [41, 25, 127, 31]
- subtitle: Μέ τροποποίησιν τοῦ Συντάγματος καί διενέργειαν δημοψηφίσματος τό βραδύτερον μέχρι καί τῆς 29ης Ἰουλίου 1973: [29, 75, 139, 103]
- article-column: ▆▆▆▆ ▆▆▆▆▆▆ ▆▆▆ ▆▆▆▆▆ ▆▆▆▆ ▆▆▆▆▆▆ ▆▆▆ ▆▆▆▆▆ ▆▆▆▆ ▆▆▆▆▆▆▆ ▆▆▆ ▆▆▆▆▆ ▆▆▆▆ ▆▆▆▆▆▆ ▆▆▆ ▆▆▆▆▆ ▆▆▆▆ ▆▆▆▆▆▆ ▆▆▆ ▆▆▆▆▆ ▆▆▆▆▆▆ ▆▆▆▆ ▆▆▆▆▆ ▆▆▆ ▆▆▆▆▆▆▆ ▆▆▆▆ ▆▆▆▆▆ ▆▆▆▆▆▆ ▆▆▆ ▆▆▆▆ ▆▆▆▆▆▆ ▆▆▆▆▆ ▆▆▆▆ ▆▆▆▆▆▆ ▆▆▆ ▆▆▆▆▆ ▆▆▆▆ ▆▆▆▆▆▆ ▆▆▆ ▆▆▆▆▆ ▆▆▆▆ ▆▆▆▆▆▆ ▆▆▆ ▆▆▆▆▆ ▆▆▆▆▆▆ ▆▆▆▆ ▆▆▆▆▆ ▆▆▆ ▆▆▆▆▆▆▆ ▆▆▆▆ ▆▆▆▆▆ ▆▆▆▆▆▆ ▆▆▆ ▆▆▆▆ ▆▆▆▆▆▆ ▆▆▆▆▆ ▆▆▆▆ ▆▆▆▆▆▆ ▆▆▆ ▆▆▆▆▆ ▆▆▆▆ ▆▆▆▆▆▆ ▆▆▆ ▆▆▆▆▆ ▆▆▆▆ ▆▆▆▆▆▆ ▆▆▆ ▆▆▆▆▆ ▆▆▆▆▆▆ ▆▆▆▆ ▆▆▆▆▆ ▆▆▆ ▆▆▆▆▆▆▆ ▆▆▆▆ ▆▆▆▆▆ ▆▆▆▆▆▆ ▆▆▆ ▆▆▆▆ ▆▆▆▆▆▆ ▆▆▆▆▆: [293, 484, 339, 595]
- article-column: ▆▆▆ ▆▆▆▆▆ ▆▆▆▆ ▆▆▆▆▆▆▆ ▆▆▆ ▆▆▆▆▆ ▆▆▆▆ ▆▆▆▆▆▆ ▆▆▆ ▆▆▆▆▆ ▆▆▆▆ ▆▆▆▆▆▆ ▆▆▆ ▆▆▆▆▆ ▆▆▆▆▆▆ ▆▆▆▆ ▆▆▆▆▆ ▆▆▆ ▆▆▆▆▆▆▆ ▆▆▆▆ ▆▆▆▆▆ ▆▆▆▆▆▆ ▆▆▆ ▆▆▆▆ ▆▆▆▆▆▆ ▆▆▆▆▆ ▆▆▆▆ ▆▆▆▆▆▆ ▆▆▆ ▆▆▆▆▆ ▆▆▆▆ ▆▆▆▆▆▆ ▆▆▆ ▆▆▆▆▆ ▆▆▆▆ ▆▆▆▆▆▆ ▆▆▆ ▆▆▆▆▆ ▆▆▆▆▆▆ ▆▆▆▆ ▆▆▆▆▆ ▆▆▆ ▆▆▆▆▆▆▆ ▆▆▆▆ ▆▆▆▆▆ ▆▆▆▆▆▆ ▆▆▆: [242, 496, 282, 574]
- headline: Ο ΛΑΟΣ ΤΗΣ ΔΡΑΜΑΣ: [298, 406, 384, 416]
- article-column: ▆▆▆▆▆▆▆ ▆▆▆ ▆▆▆▆▆ ▆▆▆▆ ▆▆▆▆▆▆ ▆▆▆ ▆▆▆▆▆ ▆▆▆▆ ▆▆▆▆▆▆ ▆▆▆ ▆▆▆▆▆ ▆▆▆▆▆▆ ▆▆▆▆ ▆▆▆▆▆ ▆▆▆ ▆▆▆▆▆▆▆ ▆▆▆▆ ▆▆▆▆▆ ▆▆▆▆▆▆ ▆▆▆ ▆▆▆▆ ▆▆▆▆▆▆ ▆▆▆▆▆ ▆▆▆▆ ▆▆▆▆▆▆ ▆▆▆ ▆▆▆▆▆ ▆▆▆▆ ▆▆▆▆▆▆ ▆▆▆ ▆▆▆▆▆ ▆▆▆▆ ▆▆▆▆▆▆ ▆▆▆ ▆▆▆▆▆ ▆▆▆▆▆▆ ▆▆▆▆ ▆▆▆▆▆ ▆▆▆ ▆▆▆▆▆▆▆ ▆▆▆▆ ▆▆▆▆▆ ▆▆▆▆▆▆ ▆▆▆ ▆▆▆▆ ▆▆▆▆▆▆ ▆▆▆▆▆ ▆▆▆▆ ▆▆▆▆▆▆ ▆▆▆ ▆▆▆▆▆ ▆▆▆▆ ▆▆▆▆▆▆ ▆▆▆ ▆▆▆▆▆ ▆▆▆▆ ▆▆▆▆▆▆ ▆▆▆ ▆▆▆▆▆ ▆▆▆▆▆▆ ▆▆▆▆ ▆▆▆▆▆ ▆▆▆ ▆▆▆▆▆▆▆ ▆▆▆▆ ▆▆▆▆▆: [292, 58, 338, 148]
